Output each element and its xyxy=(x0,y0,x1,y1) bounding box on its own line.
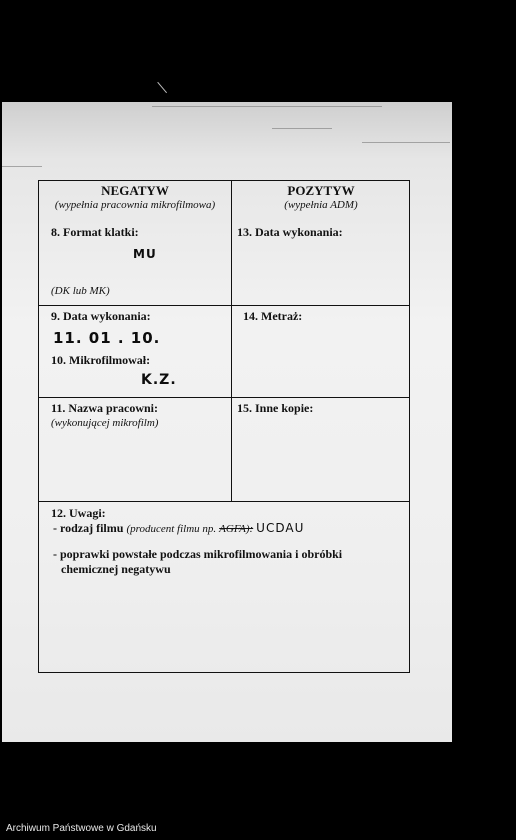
pozytyw-date-label: 13. Data wykonania: xyxy=(237,225,343,239)
workshop-label: 11. Nazwa pracowni: xyxy=(51,401,158,415)
copies-label: 15. Inne kopie: xyxy=(237,401,314,415)
film-type-note: (producent filmu np. xyxy=(126,523,217,535)
corrections-line-2: chemicznej negatywu xyxy=(61,562,171,576)
date-label: 9. Data wykonania: xyxy=(51,309,151,323)
corrections-line-1: - poprawki powstałe podczas mikrofilmowania i obróbki xyxy=(53,547,343,561)
format-note: (DK lub MK) xyxy=(51,285,110,297)
archive-credit: Archiwum Państwowe w Gdańsku xyxy=(6,823,157,834)
filmed-by-label: 10. Mikrofilmował: xyxy=(51,353,151,367)
scan-streak xyxy=(152,106,382,107)
film-type-value: UCDAU xyxy=(256,521,305,535)
row-divider xyxy=(39,305,409,306)
column-divider xyxy=(231,181,232,501)
length-label: 14. Metraż: xyxy=(243,309,303,323)
scan-streak xyxy=(2,166,42,167)
scan-artifact xyxy=(157,73,177,93)
workshop-note: (wykonującej mikrofilm) xyxy=(51,417,159,429)
date-value: 11. 01 . 10. xyxy=(53,329,161,347)
scan-streak xyxy=(272,128,332,129)
row-divider xyxy=(39,501,409,502)
row-divider xyxy=(39,397,409,398)
format-value: MU xyxy=(133,247,157,261)
negatyw-title: NEGATYW xyxy=(101,183,169,198)
remarks-label: 12. Uwagi: xyxy=(51,506,106,520)
filmed-by-value: K.Z. xyxy=(141,372,177,388)
scan-streak xyxy=(362,142,450,143)
format-label: 8. Format klatki: xyxy=(51,225,139,239)
film-type-line xyxy=(53,521,304,536)
pozytyw-title: POZYTYW xyxy=(287,183,355,198)
microfilm-card xyxy=(2,102,452,742)
negatyw-subtitle: (wypełnia pracownia mikrofilmowa) xyxy=(54,199,216,211)
pozytyw-subtitle: (wypełnia ADM) xyxy=(284,199,358,211)
record-form xyxy=(38,180,410,673)
film-type-label: - rodzaj filmu xyxy=(53,521,124,535)
film-type-example: AGFA): xyxy=(219,523,254,535)
